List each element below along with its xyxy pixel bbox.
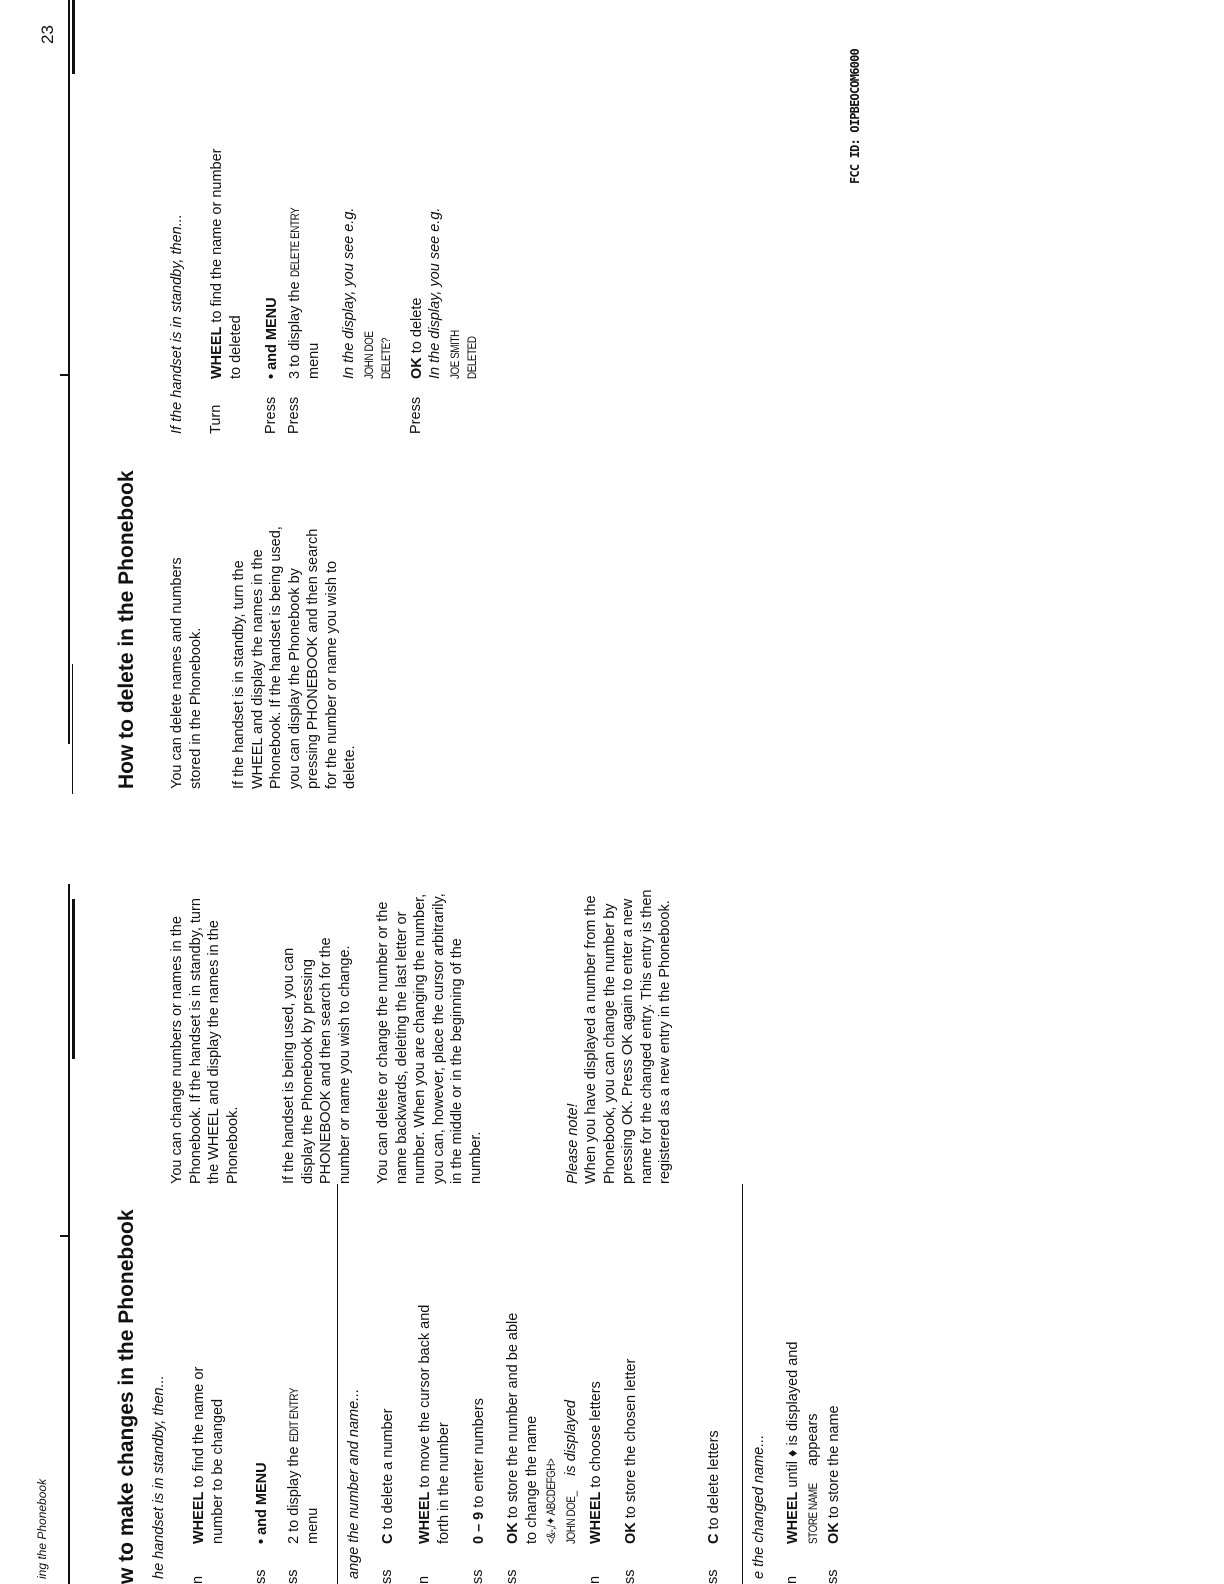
- step-label: ss: [285, 1569, 301, 1584]
- key-c: C: [380, 1533, 396, 1544]
- header-rule-thick-right: [72, 0, 75, 74]
- change-para-2: If the handset is being used, you can display the Phonebook by pressing PHONEBOOK and then search for the number or name you wish to change.: [281, 937, 353, 1184]
- key-wheel: WHEEL: [209, 326, 225, 379]
- step-text: menu: [305, 342, 322, 379]
- lcd-delete-q: DELETE?: [379, 338, 393, 379]
- lcd-charset: <&-,/✦ ABCDEFGH>: [544, 1458, 558, 1544]
- step-text: 3 to display the: [287, 277, 303, 379]
- step-label: Press: [263, 396, 279, 434]
- divider: [337, 1184, 338, 1584]
- key-wheel: WHEEL: [417, 1491, 433, 1544]
- step-c-delete: [379, 1409, 398, 1544]
- step-ok-letter: [622, 1359, 641, 1544]
- step-text: to enter numbers: [471, 1398, 487, 1512]
- step-label: ss: [825, 1569, 841, 1584]
- step-dot-menu-delete: • and MENU: [264, 297, 280, 379]
- key-wheel: WHEEL: [191, 1491, 207, 1544]
- fcc-id: FCC ID: OIPBEOCOM6000: [848, 49, 862, 184]
- step-label: ss: [622, 1569, 638, 1584]
- cond-store: e the changed name...: [751, 1434, 767, 1579]
- step-wheel-letters: [587, 1381, 606, 1544]
- step-label: n: [190, 1575, 206, 1584]
- step-edit-entry: [285, 1329, 322, 1544]
- step-label: ss: [379, 1569, 395, 1584]
- step-label: Turn: [208, 404, 224, 434]
- cond-change: ange the number and name...: [346, 1388, 362, 1579]
- step-text: to store the name: [826, 1405, 842, 1523]
- key-ok: OK: [826, 1522, 842, 1544]
- step-text: to delete letters: [706, 1430, 722, 1534]
- header-rule-mid-left: [72, 664, 73, 794]
- header-rule-thick-left: [72, 899, 75, 1059]
- step-text: to delete a number: [380, 1408, 396, 1534]
- lcd-store-name: STORE NAME: [806, 1483, 820, 1544]
- running-head: ing the Phonebook: [35, 1478, 49, 1579]
- steps-change: [150, 1184, 1200, 1584]
- key-ok: OK: [505, 1522, 521, 1544]
- lcd-edit-entry: EDIT ENTRY: [287, 1388, 301, 1443]
- step-label: ss: [705, 1569, 721, 1584]
- section-title-change: w to make changes in the Phonebook: [115, 1209, 138, 1584]
- step-label: n: [416, 1575, 432, 1584]
- step-ok-store: [504, 1304, 541, 1544]
- change-para-1: You can change numbers or names in the Phonebook. If the handset is in standby, turn the WHEEL and display the names in the Phonebook.: [169, 898, 241, 1184]
- step-text: until ♦ is displayed and: [785, 1341, 801, 1492]
- lcd-deleted: DELETED: [465, 336, 479, 379]
- step-text: 2 to display the: [286, 1442, 302, 1544]
- step-label: Press: [286, 396, 302, 434]
- step-wheel-find: [190, 1324, 227, 1544]
- step-wheel-until: [784, 1284, 803, 1544]
- step-text: to choose letters: [588, 1381, 604, 1492]
- step-text: to delete: [409, 297, 425, 358]
- page-number: 23: [38, 25, 57, 44]
- step-store-name-line: [804, 1413, 823, 1544]
- step-label: ss: [504, 1569, 520, 1584]
- lcd-john-doe: JOHN DOE: [362, 331, 376, 379]
- header-rule-right: [68, 0, 70, 744]
- display-caption-1: In the display, you see e.g.: [341, 207, 357, 379]
- cond-standby-delete: If the handset is in standby, then...: [169, 214, 185, 434]
- step-wheel-move: [416, 1299, 453, 1544]
- step-label: n: [784, 1575, 800, 1584]
- step-c-letters: [705, 1430, 724, 1544]
- section-title-delete: How to delete in the Phonebook: [115, 470, 138, 789]
- lcd-name-line: [562, 1400, 581, 1544]
- lcd-john-doe: JOHN DOE_: [564, 1491, 578, 1544]
- step-text: to find the name or number to deleted: [209, 148, 244, 379]
- step-text: menu: [304, 1507, 321, 1544]
- step-delete-entry: [286, 119, 323, 379]
- cond-standby: he handset is in standby, then...: [151, 1375, 167, 1579]
- key-wheel: WHEEL: [588, 1491, 604, 1544]
- step-ok-name: [825, 1405, 844, 1544]
- lcd-joe-smith: JOE SMITH: [448, 330, 462, 379]
- step-text: to find the name or number to be changed: [191, 1366, 226, 1544]
- key-wheel: WHEEL: [785, 1491, 801, 1544]
- note-title: Please note!: [565, 1103, 581, 1184]
- change-para-3: You can delete or change the number or the name backwards, deleting the last letter or number. When you are changing the number, you can, however, place the cursor arbitrarily, in the middle or in the beginning of the number.: [375, 893, 484, 1184]
- key-ok: OK: [409, 357, 425, 379]
- step-wheel-find-delete: [208, 139, 245, 379]
- delete-para-2: If the handset is in standby, turn the WHEEL and display the names in the Phonebook. If the handset is being used, you can display the Phonebook by pressing PHONEBOOK and then search for the number or name you wish to delete.: [231, 526, 358, 789]
- step-text: to move the cursor back and forth in the number: [417, 1304, 452, 1544]
- key-ok: OK: [623, 1522, 639, 1544]
- step-label: n: [587, 1575, 603, 1584]
- step-text: to store the number and be able to change the name: [505, 1312, 540, 1544]
- key-digits: 0 – 9: [471, 1511, 487, 1544]
- step-label: Press: [408, 396, 424, 434]
- step-digits: [470, 1398, 489, 1544]
- divider: [742, 1184, 743, 1584]
- step-ok-delete: [408, 298, 427, 379]
- delete-para-1: You can delete names and numbers stored in the Phonebook.: [169, 557, 204, 789]
- step-label: ss: [253, 1569, 269, 1584]
- steps-delete: [168, 14, 568, 434]
- header-rule-right-tick: [60, 374, 70, 376]
- display-caption-2: In the display, you see e.g.: [427, 207, 443, 379]
- header-rule-left-tick: [60, 1235, 70, 1237]
- note-text: When you have displayed a number from the Phonebook, you can change the number by pressing OK. Press OK again to enter a new name for the changed entry. This entry is then registered as a new entry in the Phonebook.: [583, 889, 673, 1184]
- step-text: is displayed: [563, 1400, 579, 1480]
- step-text: appears: [805, 1413, 821, 1470]
- header-rule-left: [68, 884, 70, 1584]
- lcd-delete-entry: DELETE ENTRY: [288, 208, 302, 278]
- key-c: C: [706, 1533, 722, 1544]
- step-dot-menu: • and MENU: [254, 1462, 270, 1544]
- step-text: to store the chosen letter: [623, 1358, 639, 1523]
- step-label: ss: [470, 1569, 486, 1584]
